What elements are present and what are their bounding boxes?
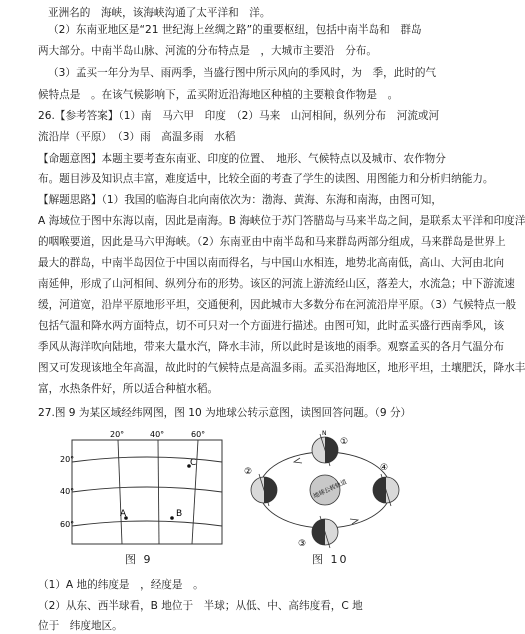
point-b-label: B [176,509,183,519]
question-heading: 27.图 9 为某区域经纬网图，图 10 为地球公转示意图，读图回答问题。（9 分） [38,407,412,419]
position-label: ③ [298,539,307,549]
lat-label: 40° [60,487,75,496]
point-c-label: C [190,458,197,468]
position-label: ② [244,467,253,477]
lon-label: 20° [110,430,125,439]
text-line: 【命题意图】本题主要考查东南亚、印度的位置、 地形、气候特点以及城市、农作物分 [38,153,446,165]
lon-label: 40° [150,430,165,439]
answer-line: 26.【参考答案】（1）南 马六甲 印度 （2）马来 山河相间，纵列分布 河流或河 [38,110,440,122]
text-line: 的咽喉要道，因此是马六甲海峡。（2）东南亚由中南半岛和马来群岛两部分组成，马来群岛是世界上 [38,236,506,248]
earth-position-4 [373,474,399,506]
orbit-arrow [294,458,302,463]
answer-line: 流沿岸（平原） （3）雨 高温多雨 水稻 [38,131,236,143]
question-line: 位于 纬度地区。 [38,620,123,632]
lat-label: 60° [60,520,75,529]
text-line: 亚洲名的 海峡，该海峡沟通了太平洋和 洋。 [48,7,271,19]
point-a-label: A [120,509,127,519]
text-line: 南延伸，形成了山河相间、纵列分布的形势。该区的河流上游流经山区，落差大，水流急；中下游流速 [38,278,515,290]
sun-label: 地球公转轨道 [312,478,348,501]
text-line: 候特点是 。在该气候影响下，孟买附近沿海地区种植的主要粮食作物是 。 [38,89,399,101]
earth-position-3 [312,516,338,548]
earth-position-1 [312,434,338,466]
figure-9-caption: 图 9 [125,553,153,566]
text-line: 缓，河道宽，沿岸平原地形平坦，交通便利，因此城市大多数分布在河流沿岸平原。（3）气候特点一般 [38,299,517,311]
text-line: 两大部分。中南半岛山脉、河流的分布特点是 ，大城市主要沿 分布。 [38,45,377,57]
position-label: ④ [380,463,389,473]
point-b-marker [170,516,174,520]
text-line: 【解题思路】（1）我国的临海自北向南依次为：渤海、黄海、东海和南海，由图可知， [38,194,442,206]
text-line: 图又可发现该地全年高温，故此时的气候特点是高温多雨。孟买沿海地区，地形平坦，土壤肥沃，降水丰 [38,362,525,374]
text-line: （3）孟买一年分为旱、雨两季，当盛行图中所示风向的季风时，为 季，此时的气 [48,67,437,79]
figure-9-frame [72,440,222,544]
earth-position-2 [251,474,277,506]
text-line: （2）东南亚地区是“21 世纪海上丝绸之路”的重要枢纽，包括中南半岛和 群岛 [48,24,422,36]
text-line: 包括气温和降水两方面特点，切不可只对一个方面进行描述。由图可知，此时孟买盛行西南季风，该 [38,320,505,332]
text-line: 季风从海洋吹向陆地，带来大量水汽，降水丰沛，所以此时是该地的雨季。观察孟买的各月气温分布 [38,341,505,353]
text-line: 布。题目涉及知识点丰富，难度适中，比较全面的考查了学生的读图、用图能力和分析归纳能力。 [38,173,494,185]
figure-9-graticule [60,428,230,548]
text-line: A 海域位于图中东海以南，因此是南海。B 海峡位于苏门答腊岛与马来半岛之间，是联系太平洋和印度洋 [38,215,525,227]
lat-label: 20° [60,455,75,464]
lon-label: 60° [191,430,206,439]
text-line: 富，水热条件好，所以适合种植水稻。 [38,383,219,395]
text-line: 最大的群岛，中南半岛因位于中国以南而得名，与中国山水相连，地势北高南低，高山、大河由北向 [38,257,505,269]
position-label: ① [340,437,349,447]
question-line: （1）A 地的纬度是 ，经度是 。 [38,579,204,591]
figure-10-revolution [240,428,410,552]
north-label: N [322,430,327,437]
question-line: （2）从东、西半球看，B 地位于 半球；从低、中、高纬度看，C 地 [38,600,363,612]
figure-10-caption: 图 10 [312,553,349,566]
